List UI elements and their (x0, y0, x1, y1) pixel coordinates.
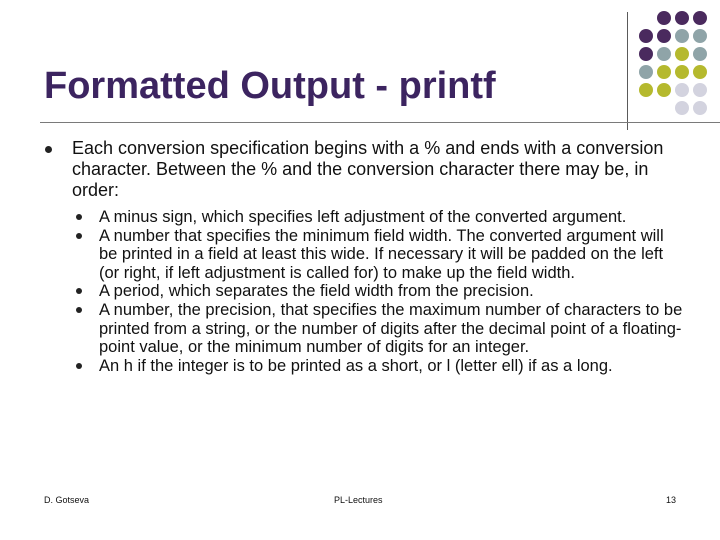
bullet-icon (45, 146, 52, 153)
footer-page-number: 13 (666, 495, 677, 505)
bullet-icon (76, 363, 82, 369)
decorative-dot (675, 65, 689, 79)
bullet-icon (76, 307, 82, 313)
sub-bullet-text: A minus sign, which specifies left adjustment of the converted argument. (99, 208, 627, 226)
sub-bullet-item (44, 208, 684, 227)
decorative-dot (657, 47, 671, 61)
decorative-dot (693, 11, 707, 25)
bullet-icon (76, 288, 82, 294)
decorative-dot (693, 47, 707, 61)
sub-bullet-item (44, 357, 684, 376)
decorative-dot (657, 83, 671, 97)
decorative-dot (657, 11, 671, 25)
decorative-dot (657, 29, 671, 43)
sub-bullet-text: A period, which separates the field width from the precision. (99, 282, 534, 301)
decorative-dot (675, 101, 689, 115)
decorative-dot (675, 83, 689, 97)
bullet-icon (76, 214, 82, 220)
slide-content (44, 138, 684, 375)
footer-author: D. Gotseva (44, 495, 90, 505)
decorative-dot (693, 29, 707, 43)
main-bullet-item (44, 138, 684, 201)
decorative-dot (657, 65, 671, 79)
decorative-dot (675, 47, 689, 61)
decorative-dot (639, 29, 653, 43)
sub-bullet-text: An h if the integer is to be printed as a short, or l (letter ell) if as a long. (99, 356, 613, 375)
decorative-dot (693, 101, 707, 115)
sub-bullet-text: A number that specifies the minimum field width. The converted argument will be printed in a field at least this wide. If necessary it will be padded on the left (or right, if left adjustment is called for) to make up the field width. (99, 226, 664, 282)
footer-course: PL-Lectures (334, 495, 383, 505)
decorative-dot (693, 65, 707, 79)
sub-bullet-list (44, 208, 684, 375)
decorative-dot (639, 83, 653, 97)
title-divider (40, 122, 720, 123)
bullet-icon (76, 233, 82, 239)
decorative-dot (639, 47, 653, 61)
main-bullet-text: Each conversion specification begins with a % and ends with a conversion character. Between the % and the conversion character there may be, in order: (72, 138, 664, 200)
sub-bullet-item (44, 282, 684, 301)
sub-bullet-item (44, 301, 684, 357)
decorative-dot (675, 29, 689, 43)
decorative-dot (693, 83, 707, 97)
title-vertical-line (627, 12, 628, 130)
decorative-dot (675, 11, 689, 25)
slide-title: Formatted Output - printf (44, 65, 496, 107)
decorative-dot (639, 65, 653, 79)
sub-bullet-item (44, 227, 684, 283)
sub-bullet-text: A number, the precision, that specifies the maximum number of characters to be printed from a string, or the number of digits after the decimal point of a floating-point value, or the minimum number of digits for an integer. (99, 300, 683, 357)
